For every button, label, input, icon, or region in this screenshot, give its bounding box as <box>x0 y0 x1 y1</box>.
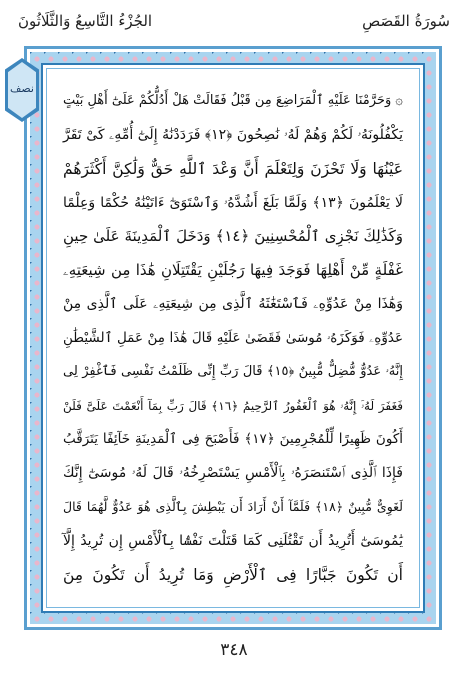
verse-text-block <box>63 87 403 589</box>
verse-line: لَغَوِىٌّ مُّبِينٌ ﴿١٨﴾ فَلَمَّآ أَنْ أَرَادَ أَن يَبْطِشَ بِٱلَّذِى هُوَ عَدُوٌّ لَّهُمَا قَالَ <box>63 499 403 515</box>
verse-line: وَهَٰذَا مِنْ عَدُوِّهِۦ فَٱسْتَغَٰثَهُ ٱلَّذِى مِن شِيعَتِهِۦ عَلَى ٱلَّذِى مِنْ <box>63 296 403 313</box>
verse-line: أَن تَكُونَ جَبَّارًا فِى ٱلْأَرْضِ وَمَا تُرِيدُ أَن تَكُونَ مِنَ <box>63 565 403 584</box>
verse-line: أَكُونَ ظَهِيرًا لِّلْمُجْرِمِينَ ﴿١٧﴾ فَأَصْبَحَ فِى ٱلْمَدِينَةِ خَآئِفًا يَتَرَقَّبُ <box>63 431 403 448</box>
verse-line: عَدُوِّهِۦ فَوَكَزَهُۥ مُوسَىٰ فَقَضَىٰ عَلَيْهِ قَالَ هَٰذَا مِنْ عَمَلِ ٱلشَّيْطَٰنِ <box>63 329 403 346</box>
verse-line: إِنَّهُۥ عَدُوٌّ مُّضِلٌّ مُّبِينٌ ﴿١٥﴾ قَالَ رَبِّ إِنِّى ظَلَمْتُ نَفْسِى فَٱغْفِرْ لِى <box>63 363 403 379</box>
verse-line: ۞ وَحَرَّمْنَا عَلَيْهِ ٱلْمَرَاضِعَ مِن قَبْلُ فَقَالَتْ هَلْ أَدُلُّكُمْ عَلَىٰٓ أَهْلِ بَيْتٍ <box>63 93 403 108</box>
verse-line: فَغَفَرَ لَهُۥٓ إِنَّهُۥ هُوَ ٱلْغَفُورُ ٱلرَّحِيمُ ﴿١٦﴾ قَالَ رَبِّ بِمَآ أَنْعَمْتَ عَلَىَّ فَلَنْ <box>63 398 403 413</box>
hizb-marker-label: نصف <box>10 82 34 95</box>
page-header <box>18 8 450 34</box>
page-number: ٣٤٨ <box>220 640 248 660</box>
verse-line: وَكَذَٰلِكَ نَجْزِى ٱلْمُحْسِنِينَ ﴿١٤﴾ وَدَخَلَ ٱلْمَدِينَةَ عَلَىٰ حِينِ <box>63 227 403 246</box>
hizb-title: الجُزْءُ التَّاسِعُ وَالثَّلَاثُونَ <box>18 12 153 30</box>
verse-line: غَفْلَةٍ مِّنْ أَهْلِهَا فَوَجَدَ فِيهَا رَجُلَيْنِ يَقْتَتِلَانِ هَٰذَا مِن شِيعَتِهِۦ <box>63 261 403 280</box>
verse-line: فَإِذَا ٱلَّذِى ٱسْتَنصَرَهُۥ بِٱلْأَمْسِ يَسْتَصْرِخُهُۥ قَالَ لَهُۥ مُوسَىٰٓ إِنَّكَ <box>63 465 403 482</box>
verse-line: يَٰمُوسَىٰٓ أَتُرِيدُ أَن تَقْتُلَنِى كَمَا قَتَلْتَ نَفْسًۢا بِٱلْأَمْسِ إِن تُرِيدُ إِلَّآ <box>63 532 403 549</box>
verse-line: عَيْنُهَا وَلَا تَحْزَنَ وَلِتَعْلَمَ أَنَّ وَعْدَ ٱللَّهِ حَقٌّ وَلَٰكِنَّ أَكْثَرَهُمْ <box>63 159 403 178</box>
verse-line: لَا يَعْلَمُونَ ﴿١٣﴾ وَلَمَّا بَلَغَ أَشُدَّهُۥ وَٱسْتَوَىٰٓ ءَاتَيْنَٰهُ حُكْمًا وَعِلْمًا <box>63 194 403 211</box>
text-panel <box>41 63 425 613</box>
verse-line: يَكْفُلُونَهُۥ لَكُمْ وَهُمْ لَهُۥ نَٰصِحُونَ ﴿١٢﴾ فَرَدَدْنَٰهُ إِلَىٰٓ أُمِّهِۦ كَىْ تَقَرَّ <box>63 126 403 143</box>
surah-title: سُورَةُ القَصَصِ <box>362 12 450 30</box>
ornamental-frame <box>24 46 442 630</box>
hizb-marker-badge <box>5 58 39 122</box>
